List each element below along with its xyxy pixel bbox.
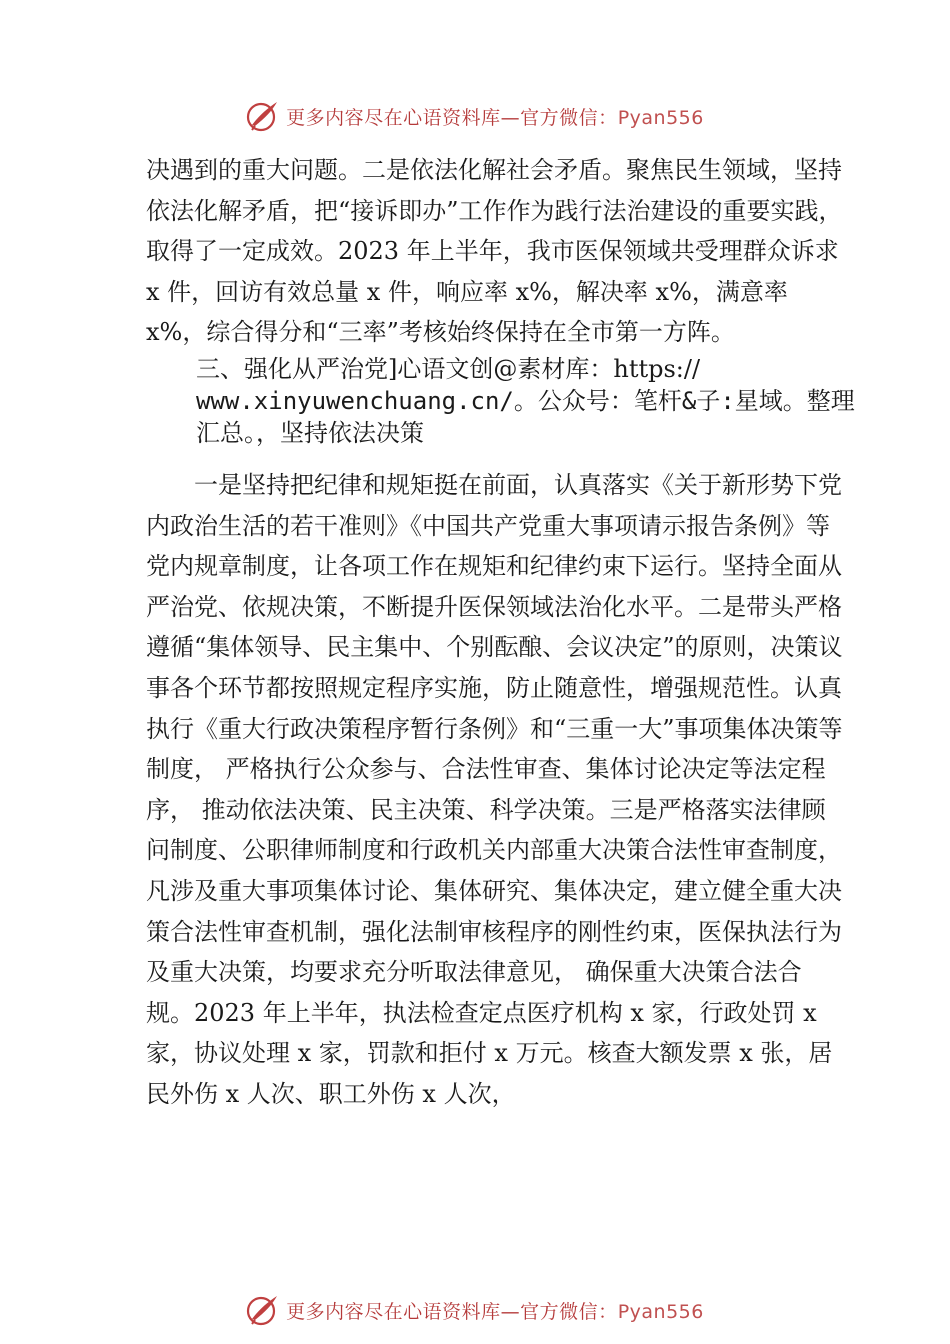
document-body — [146, 150, 855, 1114]
section-heading — [146, 353, 855, 449]
banner-text — [286, 1297, 704, 1324]
banner-separator: — — [500, 1300, 521, 1323]
banner-contact: Pyan556 — [617, 106, 704, 129]
banner-main-text: 更多内容尽在心语资料库 — [286, 1300, 501, 1323]
banner-official-label: 官方微信： — [520, 106, 618, 129]
footer-banner — [0, 1290, 950, 1330]
banner-main-text: 更多内容尽在心语资料库 — [286, 106, 501, 129]
header-banner — [0, 96, 950, 136]
quill-logo-icon — [246, 1293, 280, 1327]
banner-official-label: 官方微信： — [520, 1300, 618, 1323]
heading-line-2: www.xinyuwenchuang.cn/。公众号：笔杆&子:星域。整理 — [196, 386, 855, 415]
paragraph-1: 决遇到的重大问题。二是依法化解社会矛盾。聚焦民生领域，坚持依法化解矛盾，把“接诉即办”工作作为践行法治建设的重要实践，取得了一定成效。2023 年上半年，我市医保领域共受理群众诉求 x 件，回访有效总量 x 件，响应率 x%，解决率 x%，满意率 x%，综合得分和“三率”考核始终保持在全市第一方阵。 — [146, 156, 843, 347]
banner-separator: — — [500, 106, 521, 129]
heading-line-1: 三、强化从严治党]心语文创@素材库：https:// — [196, 354, 701, 383]
paragraph-2: 一是坚持把纪律和规矩挺在前面，认真落实《关于新形势下党内政治生活的若干准则》《中国共产党重大事项请示报告条例》等党内规章制度，让各项工作在规矩和纪律约束下运行。坚持全面从严治党、依规决策，不断提升医保领域法治化水平。二是带头严格遵循“集体领导、民主集中、个别酝酿、会议决定”的原则，决策议事各个环节都按照规定程序实施，防止随意性，增强规范性。认真执行《重大行政决策程序暂行条例》和“三重一大”事项集体决策等制度， 严格执行公众参与、合法性审查、集体讨论决定等法定程序， 推动依法决策、民主决策、科学决策。三是严格落实法律顾问制度、公职律师制度和行政机关内部重大决策合法性审查制度，凡涉及重大事项集体讨论、集体研究、集体决定，建立健全重大决策合法性审查机制，强化法制审核程序的刚性约束，医保执法行为及重大决策，均要求充分听取法律意见， 确保重大决策合法合规。2023 年上半年，执法检查定点医疗机构 x 家，行政处罚 x 家，协议处理 x 家，罚款和拒付 x 万元。核查大额发票 x 张，居民外伤 x 人次、职工外伤 x 人次， — [146, 470, 843, 1108]
banner-text — [286, 103, 704, 130]
heading-line-3: 汇总。，坚持依法决策 — [196, 418, 424, 447]
banner-contact: Pyan556 — [617, 1300, 704, 1323]
quill-logo-icon — [246, 99, 280, 133]
